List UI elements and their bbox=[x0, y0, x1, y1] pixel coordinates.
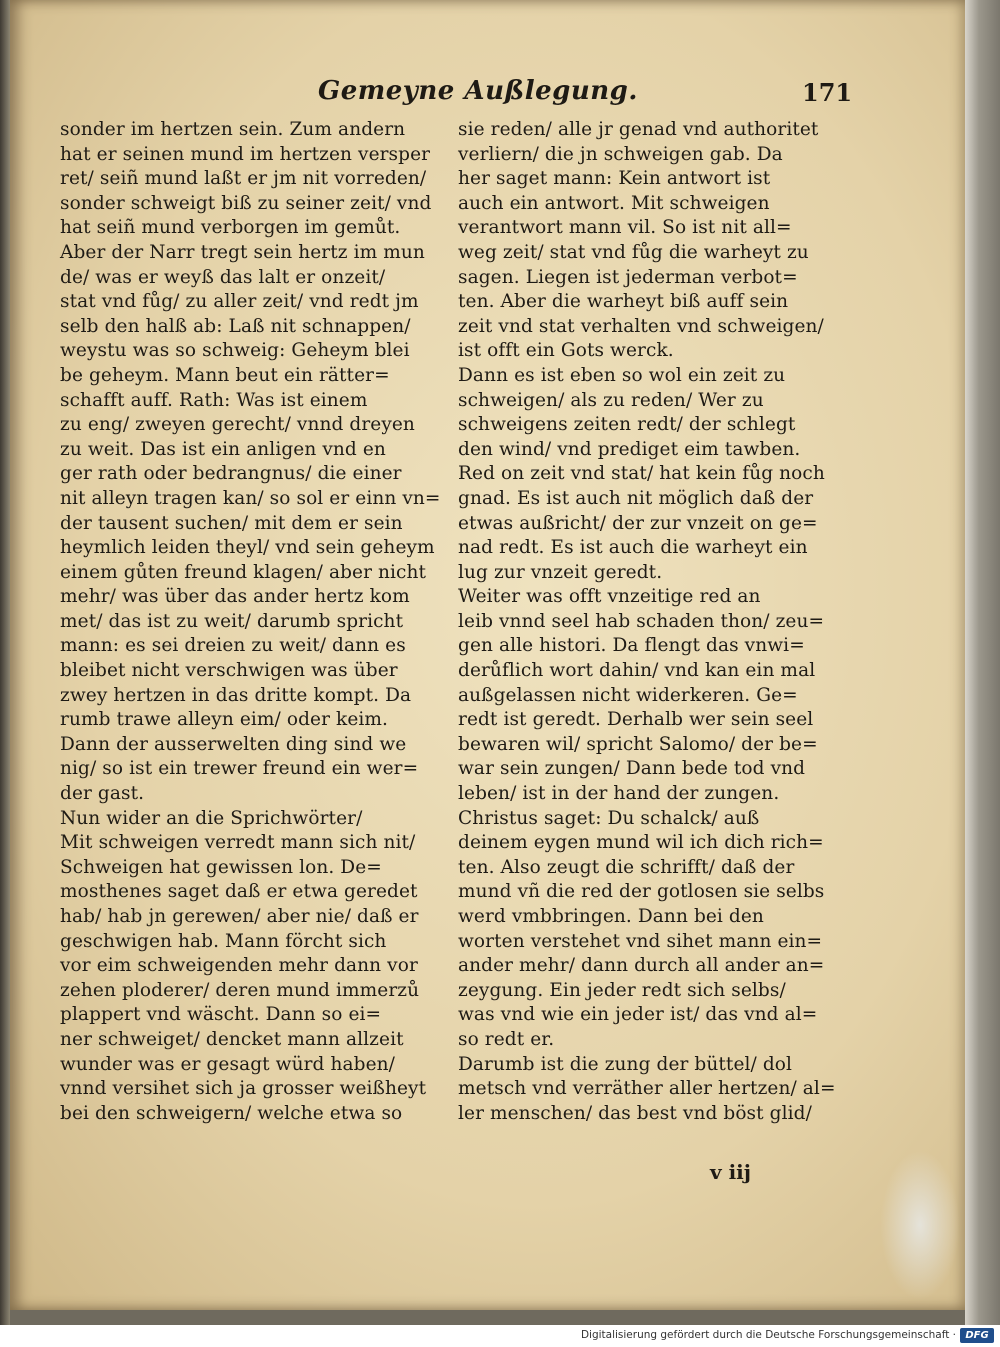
text-line: Dann der ausserwelten ding sind we bbox=[60, 733, 407, 755]
text-line: be geheym. Mann beut ein rätter= bbox=[60, 364, 390, 386]
text-line: mehr/ was über das ander hertz kom bbox=[60, 586, 410, 608]
text-line: zu weit. Das ist ein anligen vnd en bbox=[60, 438, 386, 460]
text-line: ten. Aber die warheyt biß auff sein bbox=[458, 291, 789, 313]
funding-credit: Digitalisierung gefördert durch die Deutsche Forschungsgemeinschaft · bbox=[580, 1329, 956, 1341]
page-number: 171 bbox=[802, 78, 853, 107]
text-line: so redt er. bbox=[458, 1028, 555, 1050]
text-line: bei den schweigern/ welche etwa so bbox=[60, 1102, 403, 1124]
text-line: bleibet nicht verschwigen was über bbox=[60, 660, 398, 682]
text-line: Nun wider an die Sprichwörter/ bbox=[60, 807, 363, 829]
text-line: zeit vnd stat verhalten vnd schweigen/ bbox=[458, 315, 824, 337]
text-line: hat seiñ mund verborgen im gemůt. bbox=[60, 217, 401, 239]
text-line: mosthenes saget daß er etwa geredet bbox=[60, 881, 418, 903]
text-line: Mit schweigen verredt mann sich nit/ bbox=[60, 832, 416, 854]
text-line: heymlich leiden theyl/ vnd sein geheym bbox=[60, 537, 435, 559]
text-line: zu eng/ zweyen gerecht/ vnnd dreyen bbox=[60, 414, 415, 436]
text-line: sie reden/ alle jr genad vnd authoritet bbox=[458, 119, 819, 140]
text-line: hat er seinen mund im hertzen versper bbox=[60, 143, 431, 165]
dfg-logo: DFG bbox=[960, 1328, 994, 1343]
text-line: gnad. Es ist auch nit möglich daß der bbox=[458, 487, 814, 509]
text-line: werd vmbbringen. Dann bei den bbox=[458, 906, 764, 927]
running-head: Gemeyne Außlegung. bbox=[318, 76, 638, 106]
text-line: den wind/ vnd prediget eim tawben. bbox=[458, 438, 801, 460]
text-line: hab/ hab jn gerewen/ aber nie/ daß er bbox=[60, 906, 419, 927]
text-line: Dann es ist eben so wol ein zeit zu bbox=[458, 364, 786, 386]
text-line: ander mehr/ dann durch all ander an= bbox=[458, 955, 825, 977]
text-line: geschwigen hab. Mann förcht sich bbox=[60, 930, 387, 952]
signature-mark: v iij bbox=[710, 1160, 752, 1184]
book-page bbox=[10, 0, 969, 1310]
text-line: ler menschen/ das best vnd böst glid/ bbox=[458, 1102, 812, 1124]
text-line: der tausent suchen/ mit dem er sein bbox=[60, 512, 403, 534]
text-line: leben/ ist in der hand der zungen. bbox=[458, 783, 780, 805]
text-line: Schweigen hat gewissen lon. De= bbox=[60, 856, 382, 878]
text-line: verantwort mann vil. So ist nit all= bbox=[458, 217, 792, 239]
text-line: zehen ploderer/ deren mund immerzů bbox=[60, 979, 420, 1001]
text-line: ret/ seiñ mund laßt er jm nit vorreden/ bbox=[60, 168, 427, 190]
text-line: schafft auff. Rath: Was ist einem bbox=[60, 389, 368, 411]
footer-bar bbox=[0, 1325, 1000, 1347]
text-line: derůflich wort dahin/ vnd kan ein mal bbox=[458, 660, 816, 682]
adjacent-page-edge bbox=[965, 0, 1000, 1325]
text-line: Red on zeit vnd stat/ hat kein fůg noch bbox=[458, 463, 825, 485]
page-header bbox=[10, 76, 965, 116]
text-line: her saget mann: Kein antwort ist bbox=[458, 168, 771, 190]
text-line: was vnd wie ein jeder ist/ das vnd al= bbox=[458, 1004, 818, 1026]
text-line: etwas außricht/ der zur vnzeit on ge= bbox=[458, 512, 818, 534]
text-line: gen alle histori. Da flengt das vnwi= bbox=[458, 635, 805, 657]
text-line: außgelassen nicht widerkeren. Ge= bbox=[458, 684, 798, 706]
text-line: ist offt ein Gots werck. bbox=[458, 340, 674, 362]
text-line: sonder im hertzen sein. Zum andern bbox=[60, 119, 406, 140]
text-line: schweigens zeiten redt/ der schlegt bbox=[458, 414, 796, 436]
text-line: mann: es sei dreien zu weit/ dann es bbox=[60, 635, 406, 657]
text-line: de/ was er weyß das lalt er onzeit/ bbox=[60, 266, 386, 288]
text-line: sonder schweigt biß zu seiner zeit/ vnd bbox=[60, 192, 432, 214]
text-line: zwey hertzen in das dritte kompt. Da bbox=[60, 684, 412, 706]
text-line: der gast. bbox=[60, 783, 145, 805]
text-line: Christus saget: Du schalck/ auß bbox=[458, 807, 760, 829]
text-line: met/ das ist zu weit/ darumb spricht bbox=[60, 610, 404, 632]
text-line: redt ist geredt. Derhalb wer sein seel bbox=[458, 709, 814, 731]
text-line: zeygung. Ein jeder redt sich selbs/ bbox=[458, 979, 786, 1001]
text-line: mund vñ die red der gotlosen sie selbs bbox=[458, 881, 825, 903]
paper-stain bbox=[880, 1150, 960, 1300]
text-line: weystu was so schweig: Geheym blei bbox=[60, 340, 410, 362]
text-line: vnnd versihet sich ja grosser weißheyt bbox=[60, 1078, 427, 1100]
text-line: nad redt. Es ist auch die warheyt ein bbox=[458, 537, 808, 559]
text-line: plappert vnd wäscht. Dann so ei= bbox=[60, 1004, 382, 1026]
text-line: schweigen/ als zu reden/ Wer zu bbox=[458, 389, 764, 411]
text-line: einem gůten freund klagen/ aber nicht bbox=[60, 561, 427, 583]
left-text-column bbox=[60, 118, 460, 1126]
text-line: Darumb ist die zung der büttel/ dol bbox=[458, 1053, 793, 1075]
text-line: stat vnd fůg/ zu aller zeit/ vnd redt jm bbox=[60, 291, 419, 313]
text-line: rumb trawe alleyn eim/ oder keim. bbox=[60, 709, 389, 731]
text-line: Weiter was offt vnzeitige red an bbox=[458, 586, 761, 608]
right-text-column bbox=[458, 118, 848, 1126]
text-line: wunder was er gesagt würd haben/ bbox=[60, 1053, 395, 1075]
text-line: selb den halß ab: Laß nit schnappen/ bbox=[60, 315, 411, 337]
text-line: ten. Also zeugt die schrifft/ daß der bbox=[458, 856, 795, 878]
text-line: metsch vnd verräther aller hertzen/ al= bbox=[458, 1078, 836, 1100]
text-line: bewaren wil/ spricht Salomo/ der be= bbox=[458, 733, 818, 755]
text-line: nit alleyn tragen kan/ so sol er einn vn= bbox=[60, 487, 441, 509]
text-line: ger rath oder bedrangnus/ die einer bbox=[60, 463, 402, 485]
text-line: war sein zungen/ Dann bede tod vnd bbox=[458, 758, 806, 780]
text-line: auch ein antwort. Mit schweigen bbox=[458, 192, 770, 214]
text-line: lug zur vnzeit geredt. bbox=[458, 561, 663, 583]
text-line: Aber der Narr tregt sein hertz im mun bbox=[60, 241, 425, 263]
text-line: weg zeit/ stat vnd fůg die warheyt zu bbox=[458, 241, 809, 263]
text-line: verliern/ die jn schweigen gab. Da bbox=[458, 143, 783, 165]
text-line: leib vnnd seel hab schaden thon/ zeu= bbox=[458, 610, 825, 632]
text-line: sagen. Liegen ist jederman verbot= bbox=[458, 266, 798, 288]
book-spine-edge bbox=[0, 0, 10, 1325]
text-line: vor eim schweigenden mehr dann vor bbox=[60, 955, 418, 977]
text-line: nig/ so ist ein trewer freund ein wer= bbox=[60, 758, 419, 780]
text-line: ner schweiget/ dencket mann allzeit bbox=[60, 1028, 404, 1050]
text-line: deinem eygen mund wil ich dich rich= bbox=[458, 832, 824, 854]
text-line: worten verstehet vnd sihet mann ein= bbox=[458, 930, 823, 952]
